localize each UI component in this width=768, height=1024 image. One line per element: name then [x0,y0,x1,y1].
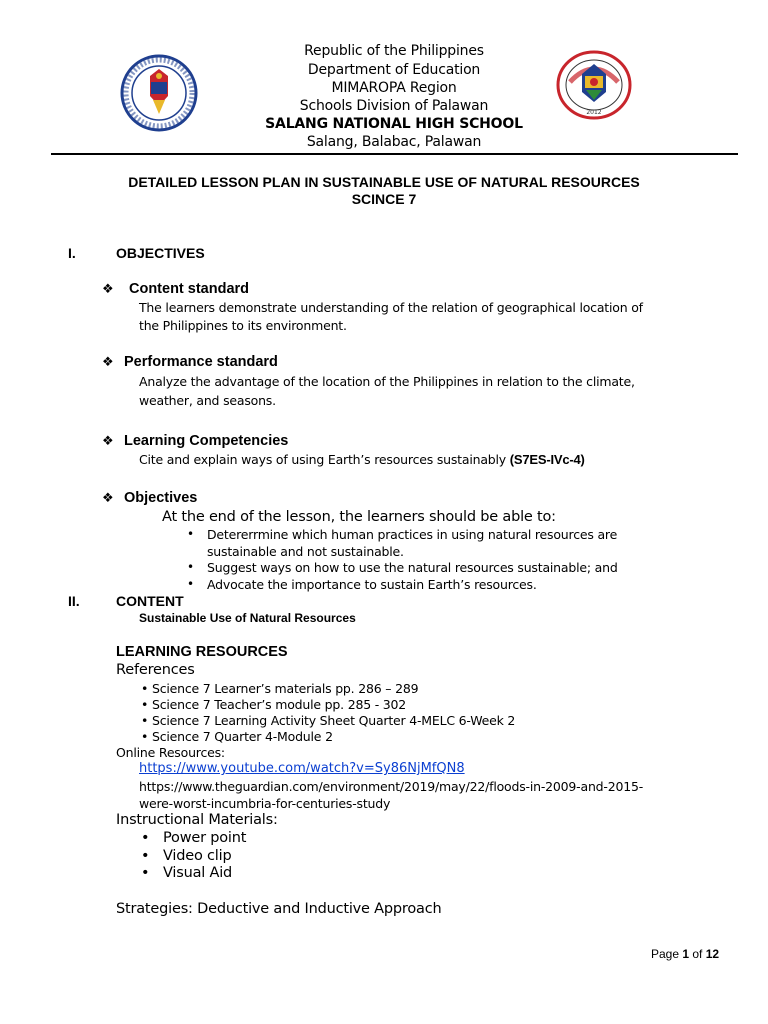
diamond-bullet-icon: ❖ [102,282,114,297]
objectives-intro: At the end of the lesson, the learners should be able to: [162,509,556,525]
header-address: Salang, Balabac, Palawan [306,134,482,150]
performance-standard-text-1: Analyze the advantage of the location of the Philippines in relation to the climate, [139,374,635,389]
material-bullet: • [141,848,150,864]
content-standard-text-1: The learners demonstrate understanding of the relation of geographical location of [139,300,643,315]
list-bullet: • [187,560,195,574]
diamond-bullet-icon: ❖ [102,434,114,449]
content-subtitle: Sustainable Use of Natural Resources [139,611,356,625]
section-1-number: I. [68,245,76,261]
list-bullet: • [187,527,195,541]
material-item: Power point [163,830,247,846]
content-standard-heading: Content standard [129,281,250,297]
objectives-heading: Objectives [124,490,198,506]
guardian-link-line-1: https://www.theguardian.com/environment/2019/may/22/floods-in-2009-and-2015- [139,779,644,794]
material-item: Visual Aid [163,865,233,881]
objective-item-1-line-2: sustainable and not sustainable. [207,544,404,559]
reference-item: • Science 7 Learning Activity Sheet Quarter 4-MELC 6-Week 2 [141,713,516,728]
competency-code: (S7ES-IVc-4) [509,452,585,467]
objective-item-2: Suggest ways on how to use the natural resources sustainable; and [207,560,618,575]
section-2-title: CONTENT [116,593,184,609]
section-2-number: II. [68,593,80,609]
strategies-text: Strategies: Deductive and Inductive Approach [116,901,442,917]
material-item: Video clip [163,848,232,864]
header-school-name: SALANG NATIONAL HIGH SCHOOL [265,116,523,132]
diamond-bullet-icon: ❖ [102,491,114,506]
youtube-link[interactable]: https://www.youtube.com/watch?v=Sy86NjMfQN8 [139,761,465,776]
objective-item-3: Advocate the importance to sustain Earth’s resources. [207,577,537,592]
performance-standard-text-2: weather, and seasons. [139,393,276,408]
section-1-title: OBJECTIVES [116,245,205,261]
header-department: Department of Education [307,62,481,78]
learning-competencies-heading: Learning Competencies [124,433,289,449]
list-bullet: • [187,577,195,591]
reference-item: • Science 7 Learner’s materials pp. 286 – 289 [141,681,419,696]
reference-item: • Science 7 Teacher’s module pp. 285 - 302 [141,697,407,712]
guardian-link-line-2: were-worst-incumbria-for-centuries-study [139,796,391,811]
performance-standard-heading: Performance standard [124,354,278,370]
header-republic: Republic of the Philippines [304,43,484,59]
lesson-subject: SCINCE 7 [351,191,417,207]
references-label: References [116,662,195,678]
learning-resources-heading: LEARNING RESOURCES [116,644,288,660]
page-number: Page 1 of 12 [651,947,720,961]
content-standard-text-2: the Philippines to its environment. [139,318,347,333]
online-resources-label: Online Resources: [116,745,225,760]
diamond-bullet-icon: ❖ [102,355,114,370]
header-divider [51,153,738,155]
material-bullet: • [141,830,150,846]
objective-item-1-line-1: Detererrmine which human practices in using natural resources are [207,527,618,542]
header-division: Schools Division of Palawan [299,98,489,114]
reference-item: • Science 7 Quarter 4-Module 2 [141,729,333,744]
lesson-title: DETAILED LESSON PLAN IN SUSTAINABLE USE OF NATURAL RESOURCES [128,174,640,190]
header-region: MIMAROPA Region [331,80,457,96]
material-bullet: • [141,865,150,881]
learning-competencies-text: Cite and explain ways of using Earth’s resources sustainably (S7ES-IVc-4) [139,452,585,467]
svg-text:2012: 2012 [586,109,602,116]
instructional-materials-label: Instructional Materials: [116,812,278,828]
